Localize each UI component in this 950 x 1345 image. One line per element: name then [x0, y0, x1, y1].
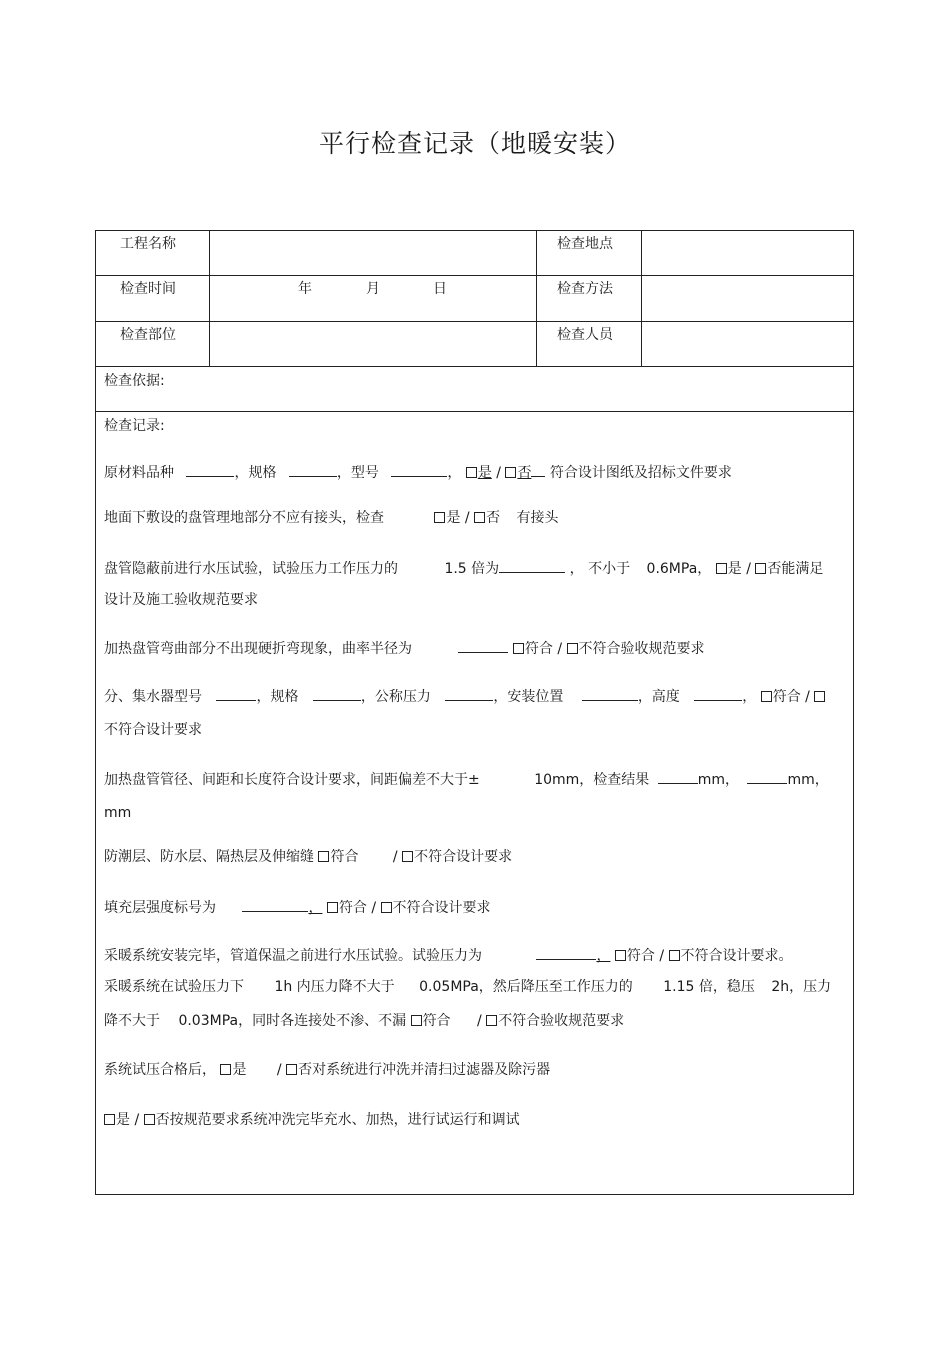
check-location-field[interactable] [646, 233, 846, 271]
record-joints: 地面下敷设的盘管理地部分不应有接头，检查 是 / 否 有接头 [104, 510, 559, 526]
yes-checkbox[interactable] [434, 512, 445, 523]
record-filler-strength: 填充层强度标号为 ， 符合 / 不符合设计要求 [104, 897, 491, 918]
record-pipe-spacing-line2: mm [104, 805, 132, 821]
nominal-pressure-blank[interactable] [445, 686, 493, 701]
not-ok-checkbox[interactable] [381, 902, 392, 913]
no-checkbox[interactable] [286, 1064, 297, 1075]
not-ok-checkbox[interactable] [669, 950, 680, 961]
row-divider [96, 411, 853, 412]
inspector-label: 检查人员 [557, 327, 613, 343]
project-name-label: 工程名称 [120, 236, 176, 252]
ok-checkbox[interactable] [411, 1015, 422, 1026]
record-label: 检查记录: [104, 418, 165, 434]
ok-checkbox[interactable] [761, 691, 772, 702]
yes-checkbox[interactable] [104, 1114, 115, 1125]
record-pressure-test: 盘管隐蔽前进行水压试验，试验压力工作压力的 1.5 倍为 ， 不小于 0.6MPa， 是 / 否能满足 [104, 558, 823, 579]
check-part-label: 检查部位 [120, 327, 176, 343]
inspector-field[interactable] [646, 324, 846, 362]
project-name-field[interactable] [216, 233, 531, 271]
year-label: 年 [298, 281, 312, 297]
result-blank-1[interactable] [658, 769, 698, 784]
record-bending: 加热盘管弯曲部分不出现硬折弯现象，曲率半径为 符合 / 不符合验收规范要求 [104, 638, 705, 659]
material-type-blank[interactable] [186, 462, 234, 477]
page-title: 平行检查记录（地暖安装） [318, 129, 631, 158]
manifold-spec-blank[interactable] [313, 686, 361, 701]
row-divider [96, 366, 853, 367]
inspection-form [95, 230, 854, 1195]
install-position-blank[interactable] [582, 686, 638, 701]
record-pressure-test-line2: 设计及施工验收规范要求 [104, 592, 258, 608]
column-divider [209, 231, 210, 366]
not-ok-checkbox[interactable] [567, 643, 578, 654]
yes-checkbox[interactable] [466, 467, 477, 478]
strength-grade-blank[interactable] [242, 897, 308, 912]
ok-checkbox[interactable] [513, 643, 524, 654]
record-flushing: 系统试压合格后， 是 / 否对系统进行冲洗并清扫过滤器及除污器 [104, 1062, 551, 1078]
no-checkbox[interactable] [505, 467, 516, 478]
material-model-blank[interactable] [391, 462, 447, 477]
not-ok-checkbox[interactable] [486, 1015, 497, 1026]
check-method-field[interactable] [646, 278, 846, 316]
ok-checkbox[interactable] [318, 851, 329, 862]
result-blank-2[interactable] [747, 769, 787, 784]
basis-label: 检查依据: [104, 373, 165, 389]
record-system-test: 采暖系统安装完毕，管道保温之前进行水压试验。试验压力为 ， 符合 / 不符合设计要求。 [104, 945, 793, 966]
record-manifold: 分、集水器型号 ，规格 ，公称压力 ，安装位置 ，高度 ， 符合 / [104, 686, 826, 707]
yes-checkbox[interactable] [716, 563, 727, 574]
record-layers: 防潮层、防水层、隔热层及伸缩缝 符合 / 不符合设计要求 [104, 849, 513, 865]
record-materials: 原材料品种 ，规格 ，型号 ， 是 / 否 符合设计图纸及招标文件要求 [104, 462, 732, 483]
height-blank[interactable] [694, 686, 742, 701]
bend-radius-blank[interactable] [458, 638, 508, 653]
column-divider [641, 231, 642, 366]
not-ok-checkbox[interactable] [402, 851, 413, 862]
check-time-label: 检查时间 [120, 281, 176, 297]
record-manifold-line2: 不符合设计要求 [104, 722, 202, 738]
no-checkbox[interactable] [144, 1114, 155, 1125]
record-system-test-line3: 降不大于 0.03MPa，同时各连接处不渗、不漏 符合 / 不符合验收规范要求 [104, 1013, 625, 1029]
check-method-label: 检查方法 [557, 281, 613, 297]
ok-checkbox[interactable] [615, 950, 626, 961]
test-pressure-blank[interactable] [499, 558, 565, 573]
system-test-pressure-blank[interactable] [536, 945, 596, 960]
no-checkbox[interactable] [755, 563, 766, 574]
column-divider [536, 231, 537, 366]
record-system-test-line2: 采暖系统在试验压力下 1h 内压力降不大于 0.05MPa，然后降压至工作压力的 1.15 倍，稳压 2h，压力 [104, 979, 832, 995]
month-label: 月 [366, 281, 380, 297]
no-checkbox[interactable] [474, 512, 485, 523]
day-label: 日 [433, 281, 447, 297]
yes-checkbox[interactable] [220, 1064, 231, 1075]
check-part-field[interactable] [216, 324, 531, 362]
record-trial-run: 是 / 否按规范要求系统冲洗完毕充水、加热，进行试运行和调试 [104, 1110, 520, 1130]
not-ok-checkbox[interactable] [814, 691, 825, 702]
record-pipe-spacing: 加热盘管管径、间距和长度符合设计要求，间距偏差不大于± 10mm，检查结果 mm， mm， [104, 769, 829, 790]
material-spec-blank[interactable] [289, 462, 337, 477]
ok-checkbox[interactable] [327, 902, 338, 913]
check-location-label: 检查地点 [557, 236, 613, 252]
manifold-model-blank[interactable] [216, 686, 256, 701]
